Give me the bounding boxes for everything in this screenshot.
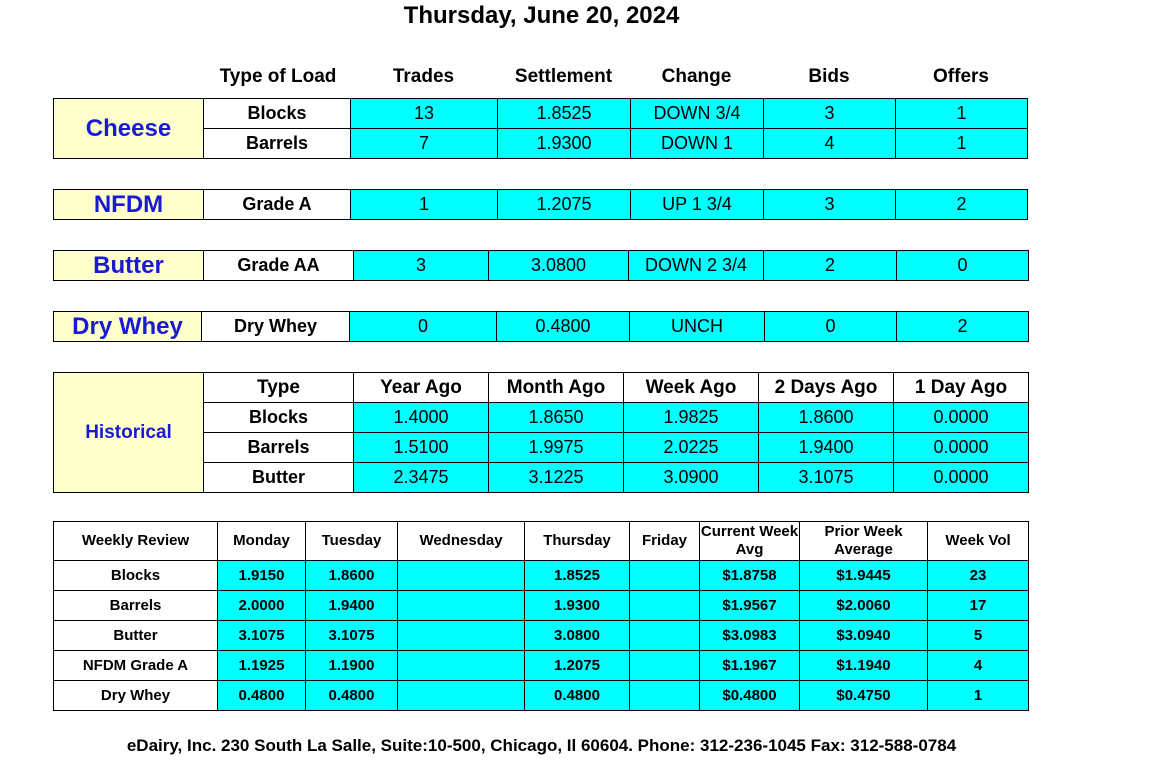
table-row — [54, 99, 1028, 129]
weekly-review-table — [53, 521, 1029, 711]
value-cell: 1.9300 — [525, 591, 630, 621]
value-cell — [630, 651, 700, 681]
table-row — [54, 591, 1029, 621]
value-cell — [630, 591, 700, 621]
offers-cell: 1 — [896, 99, 1028, 129]
nfdm-label: NFDM — [54, 190, 204, 220]
row-label: Dry Whey — [54, 681, 218, 711]
value-cell: 23 — [928, 561, 1029, 591]
value-cell: 4 — [928, 651, 1029, 681]
value-cell: $1.9445 — [800, 561, 928, 591]
value-cell: 5 — [928, 621, 1029, 651]
settlement-cell: 3.0800 — [489, 251, 629, 281]
table-row — [54, 681, 1029, 711]
table-row — [54, 651, 1029, 681]
butter-table — [53, 250, 1029, 281]
row-label: NFDM Grade A — [54, 651, 218, 681]
value-cell: 1.5100 — [354, 433, 489, 463]
value-cell: $3.0940 — [800, 621, 928, 651]
type-cell: Dry Whey — [202, 312, 350, 342]
table-header-row — [54, 373, 1029, 403]
value-cell: 1.1900 — [306, 651, 398, 681]
value-cell — [398, 621, 525, 651]
value-cell: 1.9400 — [759, 433, 894, 463]
offers-cell: 1 — [896, 129, 1028, 159]
trades-cell: 13 — [351, 99, 498, 129]
table-row — [54, 312, 1029, 342]
change-cell: UP 1 3/4 — [631, 190, 764, 220]
change-cell: DOWN 3/4 — [631, 99, 764, 129]
historical-table — [53, 372, 1029, 493]
change-cell: UNCH — [630, 312, 765, 342]
settlement-cell: 1.2075 — [498, 190, 631, 220]
trades-cell: 7 — [351, 129, 498, 159]
butter-label: Butter — [54, 251, 204, 281]
value-cell: 2.3475 — [354, 463, 489, 493]
table-row — [54, 621, 1029, 651]
type-cell: Grade A — [204, 190, 351, 220]
value-cell: 1.9975 — [489, 433, 624, 463]
trades-cell: 3 — [354, 251, 489, 281]
bids-cell: 3 — [764, 99, 896, 129]
header-type-of-load: Type of Load — [219, 66, 337, 87]
offers-cell: 2 — [896, 190, 1028, 220]
value-cell: 3.0800 — [525, 621, 630, 651]
column-header: Monday — [218, 522, 306, 561]
settlement-cell: 0.4800 — [497, 312, 630, 342]
value-cell: $1.1967 — [700, 651, 800, 681]
value-cell — [630, 561, 700, 591]
column-header: Tuesday — [306, 522, 398, 561]
table-row — [54, 251, 1029, 281]
value-cell: 1.8650 — [489, 403, 624, 433]
table-header-row — [54, 522, 1029, 561]
column-header: 2 Days Ago — [759, 373, 894, 403]
value-cell: 0.4800 — [306, 681, 398, 711]
value-cell: 3.1075 — [218, 621, 306, 651]
historical-label: Historical — [54, 373, 204, 493]
value-cell: $0.4800 — [700, 681, 800, 711]
value-cell: 17 — [928, 591, 1029, 621]
column-header: Wednesday — [398, 522, 525, 561]
column-header: Weekly Review — [54, 522, 218, 561]
cheese-table — [53, 98, 1028, 159]
settlement-cell: 1.8525 — [498, 99, 631, 129]
type-cell: Grade AA — [204, 251, 354, 281]
bids-cell: 4 — [764, 129, 896, 159]
value-cell: $2.0060 — [800, 591, 928, 621]
value-cell: 1.9150 — [218, 561, 306, 591]
value-cell: 1.9400 — [306, 591, 398, 621]
header-bids: Bids — [808, 66, 850, 87]
value-cell: 3.0900 — [624, 463, 759, 493]
value-cell: 3.1075 — [759, 463, 894, 493]
header-offers: Offers — [933, 66, 989, 87]
dry-whey-label: Dry Whey — [54, 312, 202, 342]
value-cell: 1.8525 — [525, 561, 630, 591]
dry-whey-table — [53, 311, 1029, 342]
value-cell — [398, 561, 525, 591]
row-label: Blocks — [54, 561, 218, 591]
row-label: Butter — [54, 621, 218, 651]
type-cell: Blocks — [204, 99, 351, 129]
offers-cell: 2 — [897, 312, 1029, 342]
value-cell: 0.0000 — [894, 433, 1029, 463]
cheese-label: Cheese — [54, 99, 204, 159]
value-cell: $0.4750 — [800, 681, 928, 711]
column-header: Month Ago — [489, 373, 624, 403]
footer-contact: eDairy, Inc. 230 South La Salle, Suite:10-500, Chicago, Il 60604. Phone: 312-236-1045 Fax: 312-588-0784 — [126, 736, 957, 755]
nfdm-table — [53, 189, 1028, 220]
value-cell: 2.0225 — [624, 433, 759, 463]
row-label: Barrels — [54, 591, 218, 621]
change-cell: DOWN 1 — [631, 129, 764, 159]
column-header: Week Ago — [624, 373, 759, 403]
value-cell: 1.8600 — [306, 561, 398, 591]
value-cell: $1.9567 — [700, 591, 800, 621]
column-header: Friday — [630, 522, 700, 561]
value-cell: 1.8600 — [759, 403, 894, 433]
value-cell: 0.0000 — [894, 463, 1029, 493]
value-cell: 3.1225 — [489, 463, 624, 493]
column-header: Year Ago — [354, 373, 489, 403]
column-header: Current Week Avg — [700, 522, 800, 561]
trades-cell: 1 — [351, 190, 498, 220]
value-cell — [398, 651, 525, 681]
column-header: Type — [204, 373, 354, 403]
page-title: Thursday, June 20, 2024 — [403, 2, 680, 29]
value-cell — [398, 591, 525, 621]
value-cell — [398, 681, 525, 711]
value-cell: 0.0000 — [894, 403, 1029, 433]
trades-cell: 0 — [350, 312, 497, 342]
column-header: 1 Day Ago — [894, 373, 1029, 403]
header-trades: Trades — [392, 66, 455, 87]
value-cell: 1.4000 — [354, 403, 489, 433]
change-cell: DOWN 2 3/4 — [629, 251, 764, 281]
value-cell — [630, 621, 700, 651]
value-cell: 0.4800 — [525, 681, 630, 711]
column-header: Thursday — [525, 522, 630, 561]
value-cell: $1.1940 — [800, 651, 928, 681]
bids-cell: 0 — [765, 312, 897, 342]
value-cell: 1.1925 — [218, 651, 306, 681]
value-cell: 0.4800 — [218, 681, 306, 711]
table-row — [54, 561, 1029, 591]
value-cell: $1.8758 — [700, 561, 800, 591]
header-settlement: Settlement — [514, 66, 613, 87]
value-cell: 3.1075 — [306, 621, 398, 651]
value-cell: 1.2075 — [525, 651, 630, 681]
value-cell: 1.9825 — [624, 403, 759, 433]
value-cell — [630, 681, 700, 711]
type-cell: Butter — [204, 463, 354, 493]
column-header: Prior Week Average — [800, 522, 928, 561]
bids-cell: 3 — [764, 190, 896, 220]
table-row — [54, 190, 1028, 220]
offers-cell: 0 — [897, 251, 1029, 281]
header-change: Change — [661, 66, 732, 87]
bids-cell: 2 — [764, 251, 897, 281]
type-cell: Barrels — [204, 129, 351, 159]
value-cell: $3.0983 — [700, 621, 800, 651]
type-cell: Barrels — [204, 433, 354, 463]
type-cell: Blocks — [204, 403, 354, 433]
value-cell: 2.0000 — [218, 591, 306, 621]
settlement-cell: 1.9300 — [498, 129, 631, 159]
value-cell: 1 — [928, 681, 1029, 711]
column-header: Week Vol — [928, 522, 1029, 561]
